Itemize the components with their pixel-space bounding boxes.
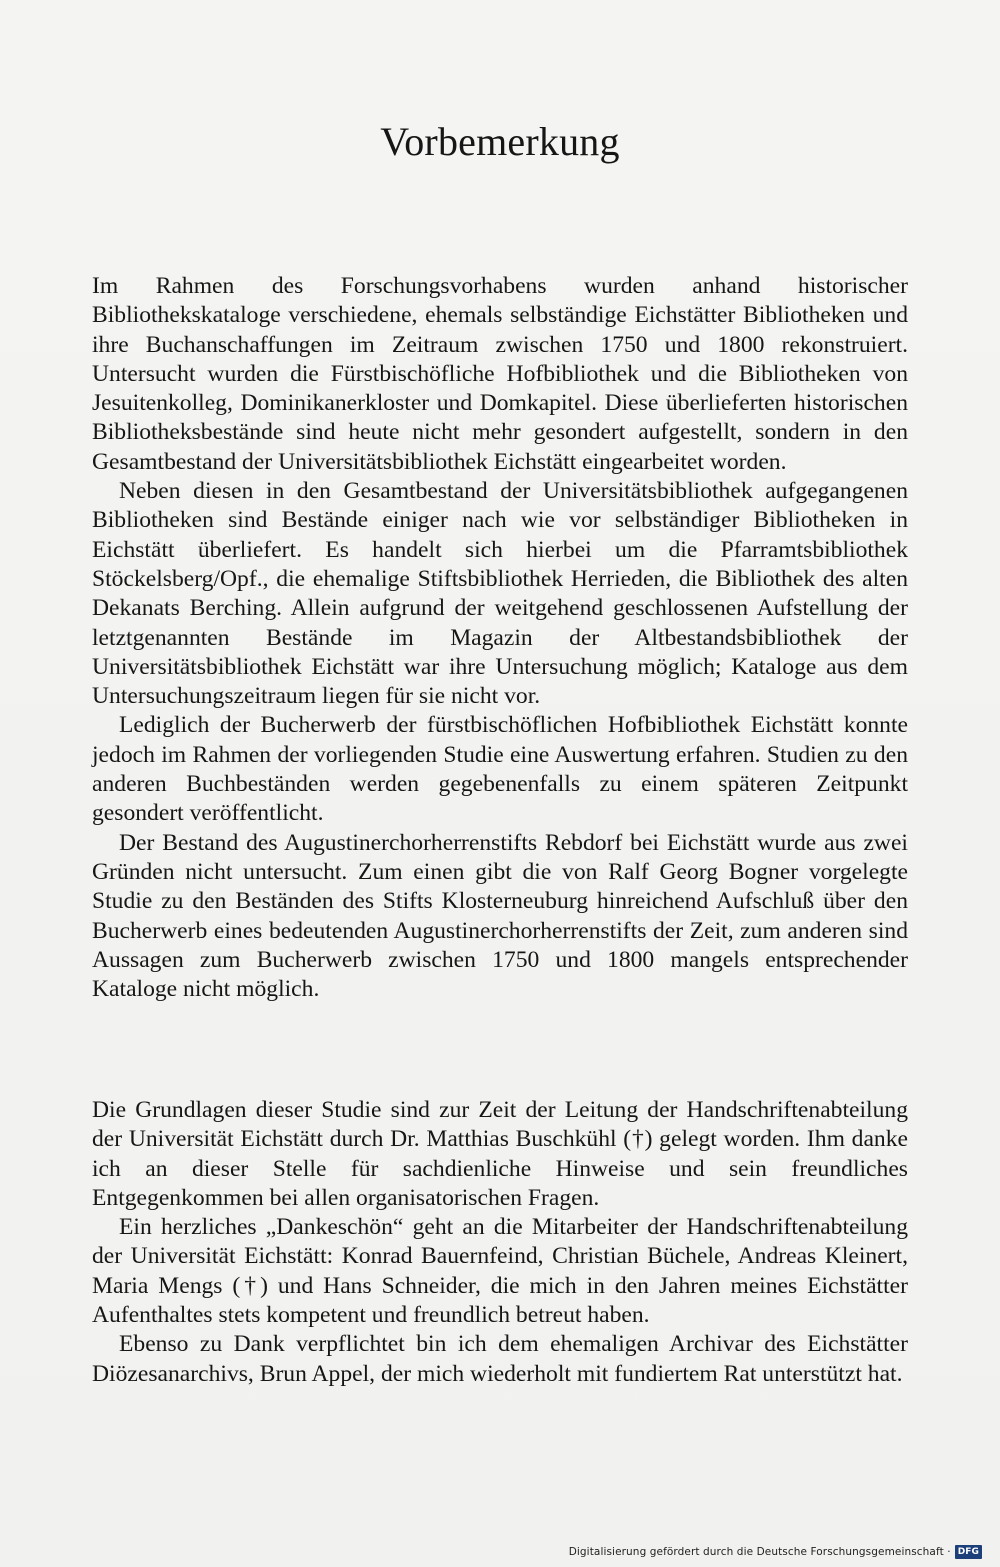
paragraph: Ein herzliches „Dankeschön“ geht an die Mitarbeiter der Handschriftenabteilung der Universität Eichstätt: Konrad Bauernfeind, Christian Büchele, Andreas Kleinert, Maria Mengs (†) und Hans Schneider, die mich in den Jahren meines Eichstätter Aufenthaltes stets kompetent und freundlich betreut haben. [92,1214,908,1329]
paragraph: Die Grundlagen dieser Studie sind zur Zeit der Leitung der Handschriftenabteilung der Universität Eichstätt durch Dr. Matthias Buschkühl (†) gelegt worden. Ihm danke ich an dieser Stelle für sachdienliche Hinweise und sein freundliches Entgegenkommen bei allen organisatorischen Fragen. [92,1097,908,1211]
digitization-footer [569,1545,982,1559]
page-title: Vorbemerkung [380,119,620,164]
section-acknowledgements [92,1096,908,1389]
paragraph: Neben diesen in den Gesamtbestand der Universitätsbibliothek aufgegangenen Bibliotheken sind Bestände einiger nach wie vor selbständiger Bibliotheken in Eichstätt überliefert. Es handelt sich hierbei um die Pfarramtsbibliothek Stöckelsberg/Opf., die ehemalige Stiftsbibliothek Herrieden, die Bibliothek des alten Dekanats Berching. Allein aufgrund der weitgehend geschlossenen Aufstellung der letztgenannten Bestände im Magazin der Altbestandsbibliothek der Universitätsbibliothek Eichstätt war ihre Untersuchung möglich; Kataloge aus dem Untersuchungszeitraum liegen für sie nicht vor. [92,478,908,710]
dfg-logo-icon: DFG [955,1545,982,1559]
paragraph: Im Rahmen des Forschungsvorhabens wurden anhand historischer Bibliothekskataloge verschiedene, ehemals selbständige Eichstätter Bibliotheken und ihre Buchanschaffungen im Zeitraum zwischen 1750 und 1800 rekonstruiert. Untersucht wurden die Fürstbischöfliche Hofbibliothek und die Bibliotheken von Jesuitenkolleg, Dominikanerkloster und Domkapitel. Diese überlieferten historischen Bibliotheksbestände sind heute nicht mehr gesondert aufgestellt, sondern in den Gesamtbestand der Universitätsbibliothek Eichstätt eingearbeitet worden. [92,273,908,475]
paragraph: Ebenso zu Dank verpflichtet bin ich dem ehemaligen Archivar des Eichstätter Diözesanarchivs, Brun Appel, der mich wiederholt mit fundiertem Rat unterstützt hat. [92,1331,908,1387]
paragraph: Der Bestand des Augustinerchorherrenstifts Rebdorf bei Eichstätt wurde aus zwei Gründen nicht untersucht. Zum einen gibt die von Ralf Georg Bogner vorgelegte Studie zu den Beständen des Stifts Klosterneuburg hinreichend Aufschluß über den Bucherwerb eines bedeutenden Augustinerchorherrenstifts der Zeit, zum anderen sind Aussagen zum Bucherwerb zwischen 1750 und 1800 mangels entsprechender Kataloge nicht möglich. [92,829,908,1003]
paragraph: Lediglich der Bucherwerb der fürstbischöflichen Hofbibliothek Eichstätt konnte jedoch im Rahmen der vorliegenden Studie eine Auswertung erfahren. Studien zu den anderen Buchbeständen werden gegebenenfalls zu einem späteren Zeitpunkt gesondert veröffentlicht. [92,712,908,827]
section-research-description [92,272,908,1004]
footer-text: Digitalisierung gefördert durch die Deutsche Forschungsgemeinschaft · [568,1546,951,1558]
